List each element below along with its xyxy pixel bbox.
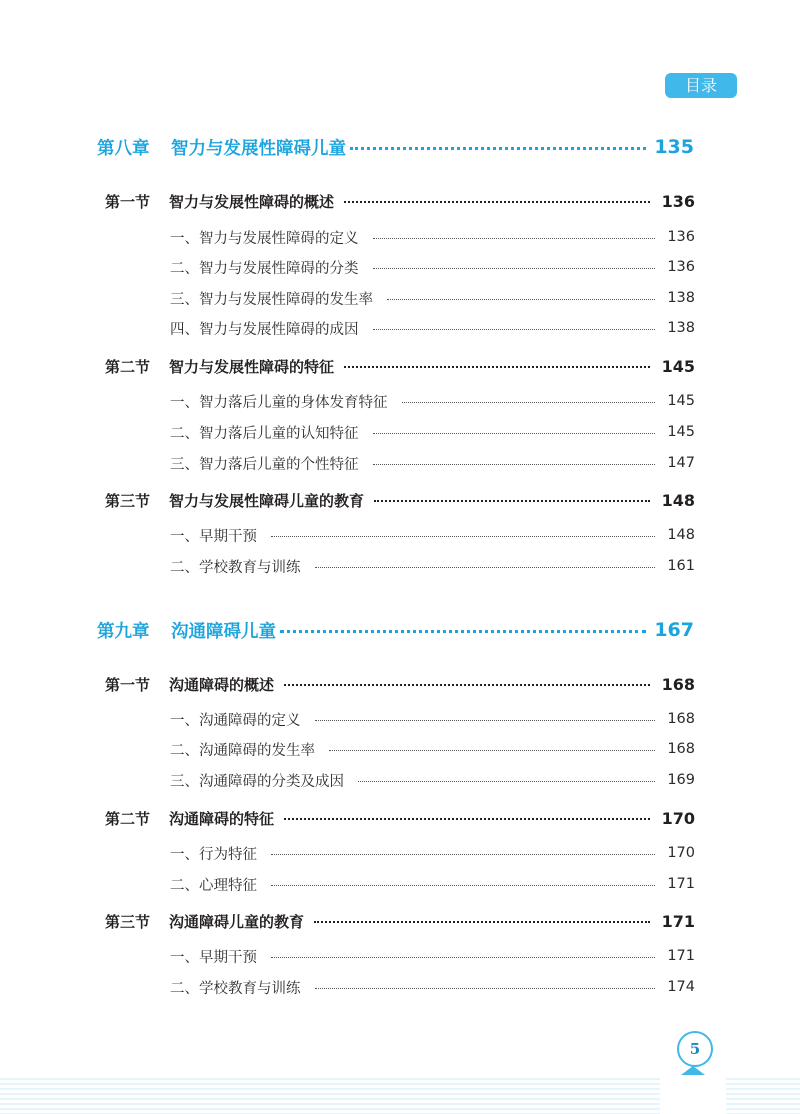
section-heading[interactable] bbox=[105, 908, 695, 934]
entry-page: 138 bbox=[667, 320, 695, 336]
dot-leader bbox=[271, 854, 655, 855]
toc-entry[interactable] bbox=[170, 872, 695, 896]
section-title: 智力与发展性障碍儿童的教育 bbox=[169, 491, 365, 510]
entry-title: 二、智力落后儿童的认知特征 bbox=[170, 425, 359, 442]
dot-leader bbox=[358, 781, 655, 782]
toc-entry[interactable] bbox=[170, 389, 695, 413]
section-page: 168 bbox=[661, 674, 695, 694]
dot-leader bbox=[271, 885, 655, 886]
chapter-number: 第八章 bbox=[97, 138, 150, 159]
entry-page: 168 bbox=[667, 741, 695, 757]
entry-title: 一、沟通障碍的定义 bbox=[170, 712, 301, 729]
entry-page: 136 bbox=[667, 259, 695, 275]
entry-page: 171 bbox=[667, 876, 695, 892]
entry-title: 二、沟通障碍的发生率 bbox=[170, 742, 315, 759]
dot-leader bbox=[315, 988, 656, 989]
section-number: 第一节 bbox=[105, 192, 151, 211]
section-page: 148 bbox=[661, 490, 695, 510]
entry-page: 148 bbox=[667, 527, 695, 543]
entry-page: 171 bbox=[667, 948, 695, 964]
toc-entry[interactable] bbox=[170, 420, 695, 444]
chapter-heading[interactable] bbox=[97, 615, 694, 645]
toc-entry[interactable] bbox=[170, 768, 695, 792]
toc-entry[interactable] bbox=[170, 523, 695, 547]
section-heading[interactable] bbox=[105, 805, 695, 831]
entry-page: 145 bbox=[667, 424, 695, 440]
footer-stripes bbox=[0, 1078, 800, 1114]
entry-page: 170 bbox=[667, 845, 695, 861]
entry-title: 二、学校教育与训练 bbox=[170, 559, 301, 576]
section-number: 第二节 bbox=[105, 809, 151, 828]
chapter-page: 135 bbox=[654, 136, 694, 158]
dot-leader bbox=[350, 147, 646, 150]
dot-leader bbox=[329, 750, 655, 751]
page-number-badge: 5 bbox=[677, 1031, 713, 1067]
entry-title: 一、早期干预 bbox=[170, 528, 257, 545]
section-page: 136 bbox=[661, 191, 695, 211]
entry-title: 三、智力与发展性障碍的发生率 bbox=[170, 291, 373, 308]
chapter-title: 沟通障碍儿童 bbox=[171, 621, 276, 642]
chapter-heading[interactable] bbox=[97, 132, 694, 162]
section-heading[interactable] bbox=[105, 353, 695, 379]
entry-page: 169 bbox=[667, 772, 695, 788]
toc-entry[interactable] bbox=[170, 737, 695, 761]
footer-stripes-gap bbox=[660, 1078, 726, 1114]
toc-entry[interactable] bbox=[170, 451, 695, 475]
section-title: 沟通障碍的概述 bbox=[169, 675, 275, 694]
up-arrow-icon bbox=[681, 1066, 705, 1075]
entry-page: 136 bbox=[667, 229, 695, 245]
entry-title: 四、智力与发展性障碍的成因 bbox=[170, 321, 359, 338]
dot-leader bbox=[373, 238, 656, 239]
section-title: 沟通障碍儿童的教育 bbox=[169, 912, 305, 931]
dot-leader bbox=[284, 684, 650, 686]
dot-leader bbox=[314, 921, 650, 923]
dot-leader bbox=[373, 329, 656, 330]
dot-leader bbox=[402, 402, 656, 403]
section-number: 第三节 bbox=[105, 912, 151, 931]
dot-leader bbox=[373, 464, 656, 465]
chapter-title: 智力与发展性障碍儿童 bbox=[171, 138, 346, 159]
section-title: 沟通障碍的特征 bbox=[169, 809, 275, 828]
section-page: 171 bbox=[661, 911, 695, 931]
toc-entry[interactable] bbox=[170, 975, 695, 999]
entry-page: 161 bbox=[667, 558, 695, 574]
toc-entry[interactable] bbox=[170, 707, 695, 731]
entry-title: 二、学校教育与训练 bbox=[170, 980, 301, 997]
section-page: 145 bbox=[661, 356, 695, 376]
dot-leader bbox=[374, 500, 650, 502]
toc-entry[interactable] bbox=[170, 944, 695, 968]
entry-title: 三、智力落后儿童的个性特征 bbox=[170, 456, 359, 473]
dot-leader bbox=[344, 201, 650, 203]
section-heading[interactable] bbox=[105, 188, 695, 214]
entry-title: 一、智力落后儿童的身体发育特征 bbox=[170, 394, 388, 411]
dot-leader bbox=[271, 536, 655, 537]
section-title: 智力与发展性障碍的概述 bbox=[169, 192, 335, 211]
toc-tab: 目录 bbox=[665, 73, 737, 98]
dot-leader bbox=[344, 366, 650, 368]
section-number: 第二节 bbox=[105, 357, 151, 376]
entry-page: 138 bbox=[667, 290, 695, 306]
toc-entry[interactable] bbox=[170, 841, 695, 865]
entry-title: 一、智力与发展性障碍的定义 bbox=[170, 230, 359, 247]
dot-leader bbox=[315, 567, 656, 568]
entry-title: 三、沟通障碍的分类及成因 bbox=[170, 773, 344, 790]
entry-page: 174 bbox=[667, 979, 695, 995]
dot-leader bbox=[373, 433, 656, 434]
chapter-number: 第九章 bbox=[97, 621, 150, 642]
toc-entry[interactable] bbox=[170, 286, 695, 310]
toc-entry[interactable] bbox=[170, 316, 695, 340]
section-heading[interactable] bbox=[105, 487, 695, 513]
toc-entry[interactable] bbox=[170, 225, 695, 249]
entry-title: 二、智力与发展性障碍的分类 bbox=[170, 260, 359, 277]
entry-title: 二、心理特征 bbox=[170, 877, 257, 894]
entry-title: 一、行为特征 bbox=[170, 846, 257, 863]
section-page: 170 bbox=[661, 808, 695, 828]
toc-entry[interactable] bbox=[170, 255, 695, 279]
dot-leader bbox=[315, 720, 656, 721]
entry-page: 145 bbox=[667, 393, 695, 409]
dot-leader bbox=[373, 268, 656, 269]
section-number: 第三节 bbox=[105, 491, 151, 510]
entry-page: 147 bbox=[667, 455, 695, 471]
section-title: 智力与发展性障碍的特征 bbox=[169, 357, 335, 376]
section-number: 第一节 bbox=[105, 675, 151, 694]
entry-title: 一、早期干预 bbox=[170, 949, 257, 966]
dot-leader bbox=[387, 299, 655, 300]
toc-entry[interactable] bbox=[170, 554, 695, 578]
chapter-page: 167 bbox=[654, 619, 694, 641]
dot-leader bbox=[280, 630, 646, 633]
section-heading[interactable] bbox=[105, 671, 695, 697]
entry-page: 168 bbox=[667, 711, 695, 727]
dot-leader bbox=[284, 818, 650, 820]
dot-leader bbox=[271, 957, 655, 958]
